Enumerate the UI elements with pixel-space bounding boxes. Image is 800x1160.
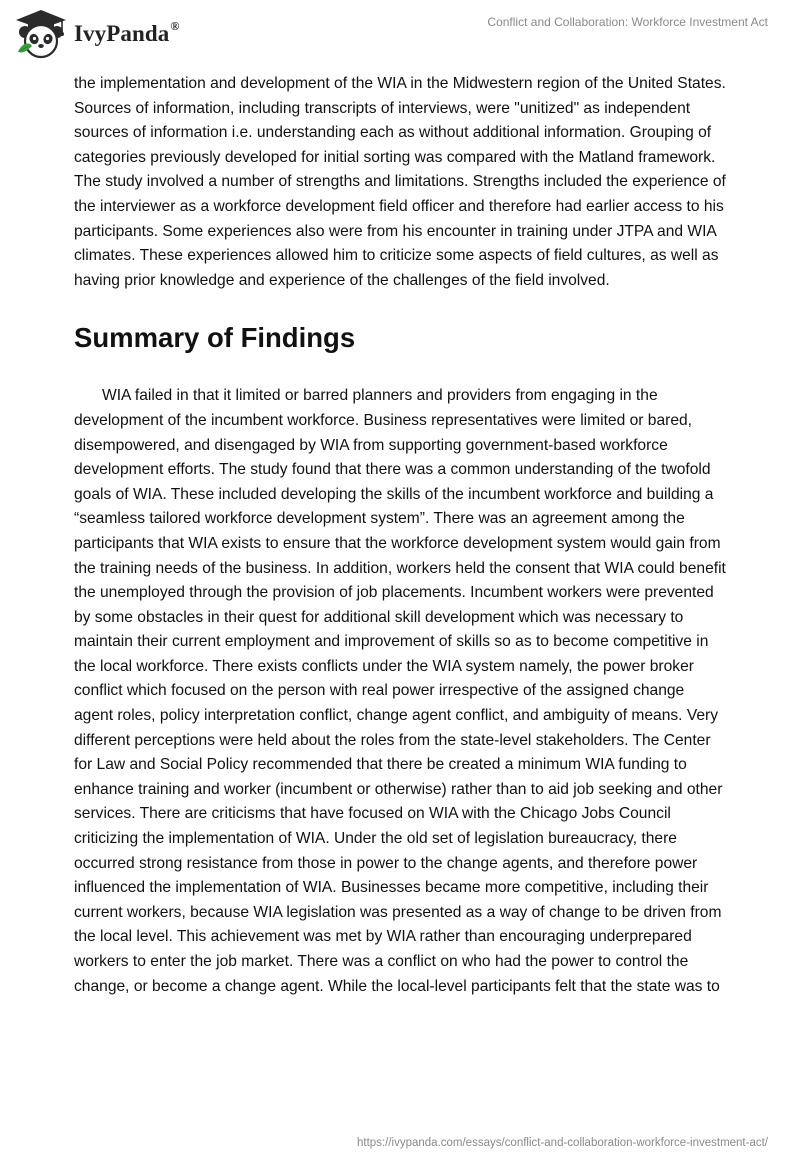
findings-paragraph: WIA failed in that it limited or barred planners and providers from engaging in the development of the incumbent workforce. Business representatives were limited or bared, disempowered, and disengaged by WIA from supporting government-based workforce development efforts. The study found that there was a common understanding of the twofold goals of WIA. These included developing the skills of the incumbent workforce and building a “seamless tailored workforce development system”. There was an agreement among the participants that WIA exists to ensure that the workforce development system would gain from the training needs of the business. In addition, workers held the consent that WIA could benefit the unemployed through the provision of job placements. Incumbent workers were prevented by some obstacles in their quest for additional skill development which was necessary to maintain their current employment and improvement of skills so as to become competitive in the local workforce. There exists conflicts under the WIA system namely, the power broker conflict which focused on the person with real power irrespective of the assigned change agent roles, policy interpretation conflict, change agent conflict, and ambiguity of means. Very different perceptions were held about the roles from the state-level stakeholders. The Center for Law and Social Policy recommended that there be created a minimum WIA funding to enhance training and worker (incumbent or otherwise) rather than to aid job seeking and other services. There are criticisms that have focused on WIA with the Chicago Jobs Council criticizing the implementation of WIA. Under the old set of legislation bureaucracy, there occurred strong resistance from those in power to the change agents, and therefore power influenced the implementation of WIA. Businesses became more competitive, including their current workers, because WIA legislation was presented as a way of change to be driven from the local level. This achievement was met by WIA rather than encouraging underprepared workers to enter the job market. There was a conflict on who had the power to control the change, or become a change agent. While the local-level participants felt that the state was to [74, 387, 726, 995]
section-heading: Summary of Findings [74, 322, 356, 354]
document-title: Conflict and Collaboration: Workforce Investment Act [487, 15, 768, 29]
brand-wordmark [74, 21, 179, 47]
page-header [0, 0, 800, 64]
brand-name: IvyPanda [74, 21, 170, 46]
intro-paragraph: the implementation and development of the WIA in the Midwestern region of the United States. Sources of information, including transcripts of interviews, were "unitized" as independent sources of information i.e. understanding each as without additional information. Grouping of categories previously developed for initial sorting was compared with the Matland framework. The study involved a number of strengths and limitations. Strengths included the experience of the interviewer as a workforce development field officer and therefore had earlier access to his participants. Some experiences also were from his encounter in training under JTPA and WIA climates. These experiences allowed him to criticize some aspects of field cultures, as well as having prior knowledge and experience of the challenges of the field involved. [74, 75, 726, 289]
heading-spacer [74, 356, 726, 384]
brand-logo[interactable] [14, 8, 179, 60]
registered-mark: ® [170, 19, 180, 33]
essay-body [74, 72, 726, 999]
panda-graduation-cap-icon [14, 8, 68, 60]
source-url[interactable]: https://ivypanda.com/essays/conflict-and-collaboration-workforce-investment-act/ [357, 1137, 768, 1149]
